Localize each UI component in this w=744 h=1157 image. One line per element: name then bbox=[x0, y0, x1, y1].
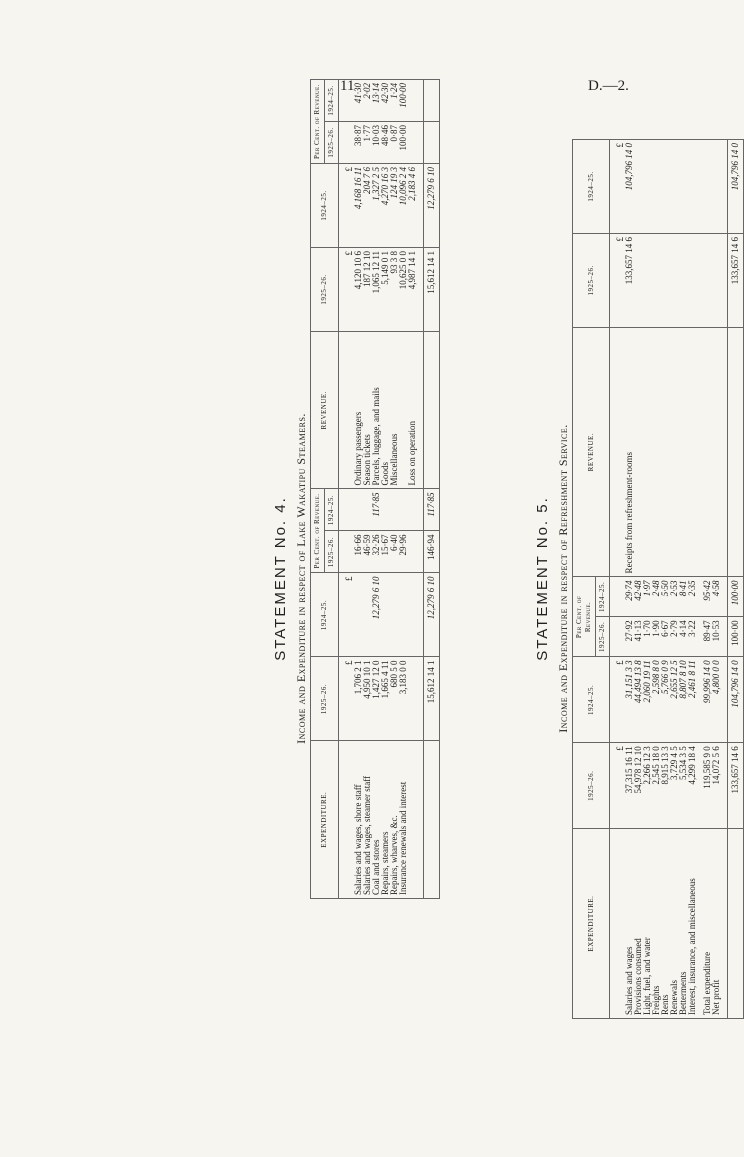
cell-empty bbox=[339, 489, 355, 531]
amount-1925-26: 37,315 16 11 bbox=[625, 743, 634, 829]
table-row bbox=[728, 140, 744, 1019]
percent-1925-26: 1·70 bbox=[643, 617, 652, 657]
revenue-subtotal-1924-25: 10,096 2 4 bbox=[399, 164, 408, 248]
summary-label: Net profit bbox=[712, 829, 721, 1019]
amount-1924-25: 44,494 13 8 bbox=[634, 657, 643, 743]
cell-empty bbox=[610, 577, 626, 617]
table-row bbox=[703, 140, 712, 1019]
revenue-percent-1925-26: 38·87 bbox=[354, 122, 363, 164]
revenue-1925-26: 4,120 10 6 bbox=[354, 248, 363, 332]
cell-empty bbox=[610, 327, 626, 577]
amount-1925-26: 2,266 12 3 bbox=[643, 743, 652, 829]
statement-4-subtitle: Income and Expenditure in respect of Lake Wakatipu Steamers. bbox=[294, 413, 308, 744]
table-row bbox=[688, 140, 697, 1019]
revenue-percent-1924-25: 13·14 bbox=[372, 80, 381, 122]
cell-empty bbox=[703, 140, 712, 234]
amount-1924-25: 31,151 3 3 bbox=[625, 657, 634, 743]
col-pct: Per Cent. of Revenue. bbox=[573, 577, 596, 657]
expenditure-label: Salaries and wages, shore staff bbox=[354, 741, 363, 899]
cell-empty bbox=[643, 327, 652, 577]
summary-pct-1925-26: 10·53 bbox=[712, 617, 721, 657]
col-revenue: REVENUE. bbox=[311, 332, 339, 490]
revenue-1925-26: 1,065 12 11 bbox=[372, 248, 381, 332]
revenue-subtotal-pct-1925-26: 100·00 bbox=[399, 122, 408, 164]
col-expenditure: EXPENDITURE. bbox=[573, 829, 610, 1019]
revenue-label: Goods bbox=[381, 332, 390, 490]
cell-empty bbox=[408, 573, 417, 657]
total-1925-26: 15,612 14 1 bbox=[424, 657, 440, 741]
expenditure-label: Provisions consumed bbox=[634, 829, 643, 1019]
cell-empty bbox=[634, 327, 643, 577]
percent-1924-25: 1·97 bbox=[643, 577, 652, 617]
percent-1924-25 bbox=[399, 489, 408, 531]
amount-1924-25: 2,060 19 11 bbox=[643, 657, 652, 743]
percent-1924-25: 2·35 bbox=[688, 577, 697, 617]
percent-1925-26: 46·59 bbox=[363, 531, 372, 573]
expenditure-label: Rents bbox=[661, 829, 670, 1019]
col-revenue: REVENUE. bbox=[573, 327, 610, 577]
cell-empty bbox=[670, 327, 679, 577]
expenditure-label: Betterments bbox=[679, 829, 688, 1019]
cell-empty bbox=[661, 140, 670, 234]
amount-1924-25: 5,766 0 9 bbox=[661, 657, 670, 743]
unit-pounds: £ bbox=[610, 233, 626, 327]
percent-1925-26: 6·40 bbox=[390, 531, 399, 573]
revenue-1924-25: 4,270 16 3 bbox=[381, 164, 390, 248]
percent-1925-26: 16·66 bbox=[354, 531, 363, 573]
table-row bbox=[363, 80, 372, 899]
percent-1925-26: 1·90 bbox=[652, 617, 661, 657]
col-rev-1925-26: 1925–26. bbox=[311, 248, 339, 332]
amount-1925-26: 1,706 2 1 bbox=[354, 657, 363, 741]
revenue-percent-1924-25: 1·24 bbox=[390, 80, 399, 122]
cell-empty bbox=[339, 741, 355, 899]
cell-empty bbox=[339, 80, 355, 122]
col-pct-1925-26: 1925–26. bbox=[596, 617, 610, 657]
cell-empty bbox=[424, 80, 440, 122]
page-number: 11 bbox=[340, 78, 355, 94]
amount-1924-25: 2,598 8 0 bbox=[652, 657, 661, 743]
revenue-percent-1924-25: 42·30 bbox=[381, 80, 390, 122]
revenue-subtotal-pct-1924-25: 100·00 bbox=[399, 80, 408, 122]
amount-1924-25 bbox=[399, 573, 408, 657]
loss-1924-25: 2,183 4 6 bbox=[408, 164, 417, 248]
total-pct-1924-25: 117·85 bbox=[424, 489, 440, 531]
cell-empty bbox=[688, 140, 697, 234]
table-row bbox=[661, 140, 670, 1019]
expenditure-label: Coal and stores bbox=[372, 741, 381, 899]
cell-empty bbox=[652, 327, 661, 577]
cell-empty bbox=[424, 332, 440, 490]
summary-pct-1924-25: 95·42 bbox=[703, 577, 712, 617]
total-1924-25: 12,279 6 10 bbox=[424, 573, 440, 657]
percent-1924-25: 42·48 bbox=[634, 577, 643, 617]
amount-1924-25: 2,655 12 5 bbox=[670, 657, 679, 743]
percent-1924-25 bbox=[381, 489, 390, 531]
cell-empty bbox=[670, 233, 679, 327]
amount-1924-25 bbox=[354, 573, 363, 657]
cell-empty bbox=[712, 140, 721, 234]
loss-label: Loss on operation bbox=[408, 332, 417, 490]
amount-1925-26: 1,427 12 0 bbox=[372, 657, 381, 741]
cell-empty bbox=[408, 489, 417, 531]
table-row bbox=[424, 80, 440, 899]
cell-empty bbox=[728, 829, 744, 1019]
summary-1924-25: 4,800 0 0 bbox=[712, 657, 721, 743]
percent-1925-26: 27·92 bbox=[625, 617, 634, 657]
revenue-1924-25: 204 7 6 bbox=[363, 164, 372, 248]
cell-empty bbox=[688, 327, 697, 577]
cell-empty bbox=[634, 233, 643, 327]
col-1924-25: 1924–25. bbox=[311, 573, 339, 657]
percent-1924-25: 117·85 bbox=[372, 489, 381, 531]
revenue-1924-25: 1,327 2 5 bbox=[372, 164, 381, 248]
amount-1925-26: 2,545 18 0 bbox=[652, 743, 661, 829]
cell-empty bbox=[408, 531, 417, 573]
amount-1924-25 bbox=[390, 573, 399, 657]
table-row bbox=[652, 140, 661, 1019]
revenue-1924-25: 104,796 14 0 bbox=[625, 140, 634, 234]
cell-empty bbox=[679, 233, 688, 327]
cell-empty bbox=[728, 327, 744, 577]
summary-label: Total expenditure bbox=[703, 829, 712, 1019]
summary-pct-1924-25: 4·58 bbox=[712, 577, 721, 617]
cell-empty bbox=[679, 327, 688, 577]
amount-1924-25 bbox=[381, 573, 390, 657]
table-row bbox=[339, 80, 355, 899]
col-rev-1924-25: 1924–25. bbox=[311, 164, 339, 248]
cell-empty bbox=[670, 140, 679, 234]
expenditure-label: Salaries and wages, steamer staff bbox=[363, 741, 372, 899]
cell-empty bbox=[408, 657, 417, 741]
total-pct-1925-26: 146·94 bbox=[424, 531, 440, 573]
amount-1924-25: 8,807 8 10 bbox=[679, 657, 688, 743]
col-rev-1924-25: 1924–25. bbox=[573, 140, 610, 234]
percent-1924-25: 29·74 bbox=[625, 577, 634, 617]
col-pct: Per Cent. of Revenue. bbox=[311, 489, 325, 573]
amount-1925-26: 3,183 0 0 bbox=[399, 657, 408, 741]
cell-empty bbox=[408, 122, 417, 164]
total-pct-1924-25: 100·00 bbox=[728, 577, 744, 617]
table-row bbox=[643, 140, 652, 1019]
cell-empty bbox=[610, 617, 626, 657]
percent-1924-25: 2·53 bbox=[670, 577, 679, 617]
expenditure-label: Repairs, steamers bbox=[381, 741, 390, 899]
amount-1925-26: 1,665 4 11 bbox=[381, 657, 390, 741]
unit-pounds: £ bbox=[610, 743, 626, 829]
amount-1925-26: 5,534 3 5 bbox=[679, 743, 688, 829]
cell-empty bbox=[688, 233, 697, 327]
revenue-total-1924-25: 12,279 6 10 bbox=[424, 164, 440, 248]
amount-1925-26: 54,978 12 10 bbox=[634, 743, 643, 829]
percent-1925-26: 2·79 bbox=[670, 617, 679, 657]
expenditure-label: Light, fuel, and water bbox=[643, 829, 652, 1019]
amount-1924-25: 12,279 6 10 bbox=[372, 573, 381, 657]
amount-1925-26: 8,915 13 3 bbox=[661, 743, 670, 829]
expenditure-label: Insurance renewals and interest bbox=[399, 741, 408, 899]
revenue-1925-26: 5,149 0 1 bbox=[381, 248, 390, 332]
percent-1924-25 bbox=[390, 489, 399, 531]
table-row bbox=[610, 140, 626, 1019]
cell-empty bbox=[703, 233, 712, 327]
col-rev-pct-1925-26: 1925–26. bbox=[325, 122, 339, 164]
cell-empty bbox=[712, 327, 721, 577]
cell-empty bbox=[339, 531, 355, 573]
col-pct-1925-26: 1925–26. bbox=[325, 531, 339, 573]
revenue-label: Season tickets bbox=[363, 332, 372, 490]
summary-1925-26: 14,072 5 6 bbox=[712, 743, 721, 829]
table-row bbox=[408, 80, 417, 899]
cell-empty bbox=[339, 332, 355, 490]
unit-pounds: £ bbox=[610, 657, 626, 743]
col-1924-25: 1924–25. bbox=[573, 657, 610, 743]
revenue-1925-26: 187 12 10 bbox=[363, 248, 372, 332]
cell-empty bbox=[679, 140, 688, 234]
percent-1924-25: 8·41 bbox=[679, 577, 688, 617]
percent-1925-26: 15·67 bbox=[381, 531, 390, 573]
table-row bbox=[670, 140, 679, 1019]
table-row bbox=[634, 140, 643, 1019]
statement-4-title: STATEMENT No. 4. bbox=[272, 496, 289, 661]
table-row bbox=[399, 80, 408, 899]
revenue-total-1925-26: 133,657 14 6 bbox=[728, 233, 744, 327]
table-row bbox=[625, 140, 634, 1019]
cell-empty bbox=[424, 741, 440, 899]
unit-pounds: £ bbox=[339, 248, 355, 332]
cell-empty bbox=[408, 741, 417, 899]
parliamentary-paper-ref: D.—2. bbox=[588, 78, 629, 94]
amount-1925-26: 680 5 0 bbox=[390, 657, 399, 741]
revenue-percent-1924-25: 2·02 bbox=[363, 80, 372, 122]
table-row bbox=[712, 140, 721, 1019]
amount-1925-26: 3,729 4 5 bbox=[670, 743, 679, 829]
col-rev-pct: Per Cent. of Revenue. bbox=[311, 80, 325, 164]
percent-1924-25: 2·48 bbox=[652, 577, 661, 617]
cell-empty bbox=[643, 140, 652, 234]
percent-1924-25 bbox=[354, 489, 363, 531]
unit-pounds: £ bbox=[339, 573, 355, 657]
total-1925-26: 133,657 14 6 bbox=[728, 743, 744, 829]
col-rev-pct-1924-25: 1924–25. bbox=[325, 80, 339, 122]
statement-5-table bbox=[572, 139, 744, 1019]
expenditure-label: Freights bbox=[652, 829, 661, 1019]
summary-pct-1925-26: 89·47 bbox=[703, 617, 712, 657]
col-pct-1924-25: 1924–25. bbox=[325, 489, 339, 531]
expenditure-label: Salaries and wages bbox=[625, 829, 634, 1019]
statement-5-title: STATEMENT No. 5. bbox=[534, 496, 551, 661]
amount-1925-26: 4,299 18 4 bbox=[688, 743, 697, 829]
revenue-1924-25: 4,168 16 11 bbox=[354, 164, 363, 248]
revenue-label: Parcels, luggage, and mails bbox=[372, 332, 381, 490]
percent-1925-26: 4·14 bbox=[679, 617, 688, 657]
statement-5-subtitle: Income and Expenditure in respect of Refreshment Service. bbox=[556, 424, 570, 733]
total-pct-1925-26: 100·00 bbox=[728, 617, 744, 657]
summary-1924-25: 99,996 14 0 bbox=[703, 657, 712, 743]
cell-empty bbox=[652, 140, 661, 234]
cell-empty bbox=[339, 122, 355, 164]
unit-pounds: £ bbox=[610, 140, 626, 234]
cell-empty bbox=[610, 829, 626, 1019]
cell-empty bbox=[408, 80, 417, 122]
col-expenditure: EXPENDITURE. bbox=[311, 741, 339, 899]
revenue-percent-1925-26: 10·03 bbox=[372, 122, 381, 164]
revenue-total-1924-25: 104,796 14 0 bbox=[728, 140, 744, 234]
revenue-percent-1925-26: 48·46 bbox=[381, 122, 390, 164]
revenue-1925-26: 133,657 14 6 bbox=[625, 233, 634, 327]
revenue-subtotal-1925-26: 10,625 0 0 bbox=[399, 248, 408, 332]
expenditure-label: Renewals bbox=[670, 829, 679, 1019]
revenue-total-1925-26: 15,612 14 1 bbox=[424, 248, 440, 332]
amount-1924-25: 2,461 8 11 bbox=[688, 657, 697, 743]
percent-1925-26: 6·67 bbox=[661, 617, 670, 657]
unit-pounds: £ bbox=[339, 657, 355, 741]
expenditure-label: Interest, insurance, and miscellaneous bbox=[688, 829, 697, 1019]
cell-empty bbox=[634, 140, 643, 234]
percent-1925-26: 32·26 bbox=[372, 531, 381, 573]
revenue-label: Receipts from refreshment-rooms bbox=[625, 327, 634, 577]
statement-4-table bbox=[310, 79, 440, 899]
cell-empty bbox=[661, 327, 670, 577]
revenue-label: Miscellaneous bbox=[390, 332, 399, 490]
revenue-1925-26: 93 3 8 bbox=[390, 248, 399, 332]
percent-1925-26: 29·96 bbox=[399, 531, 408, 573]
revenue-1924-25: 124 19 3 bbox=[390, 164, 399, 248]
cell-empty bbox=[652, 233, 661, 327]
percent-1925-26: 3·22 bbox=[688, 617, 697, 657]
revenue-percent-1924-25: 41·30 bbox=[354, 80, 363, 122]
col-1925-26: 1925–26. bbox=[573, 743, 610, 829]
total-1924-25: 104,796 14 0 bbox=[728, 657, 744, 743]
table-row bbox=[381, 80, 390, 899]
revenue-label: Ordinary passengers bbox=[354, 332, 363, 490]
expenditure-label: Repairs, wharves, &c. bbox=[390, 741, 399, 899]
col-rev-1925-26: 1925–26. bbox=[573, 233, 610, 327]
summary-1925-26: 119,585 9 0 bbox=[703, 743, 712, 829]
loss-1925-26: 4,987 14 1 bbox=[408, 248, 417, 332]
cell-empty bbox=[424, 122, 440, 164]
cell-empty bbox=[712, 233, 721, 327]
percent-1924-25: 5·50 bbox=[661, 577, 670, 617]
cell-empty bbox=[703, 327, 712, 577]
unit-pounds: £ bbox=[339, 164, 355, 248]
percent-1925-26: 41·13 bbox=[634, 617, 643, 657]
revenue-percent-1925-26: 0·87 bbox=[390, 122, 399, 164]
col-pct-1924-25: 1924–25. bbox=[596, 577, 610, 617]
col-1925-26: 1925–26. bbox=[311, 657, 339, 741]
cell-empty bbox=[643, 233, 652, 327]
cell-empty bbox=[661, 233, 670, 327]
amount-1925-26: 4,950 10 1 bbox=[363, 657, 372, 741]
revenue-percent-1925-26: 1·77 bbox=[363, 122, 372, 164]
